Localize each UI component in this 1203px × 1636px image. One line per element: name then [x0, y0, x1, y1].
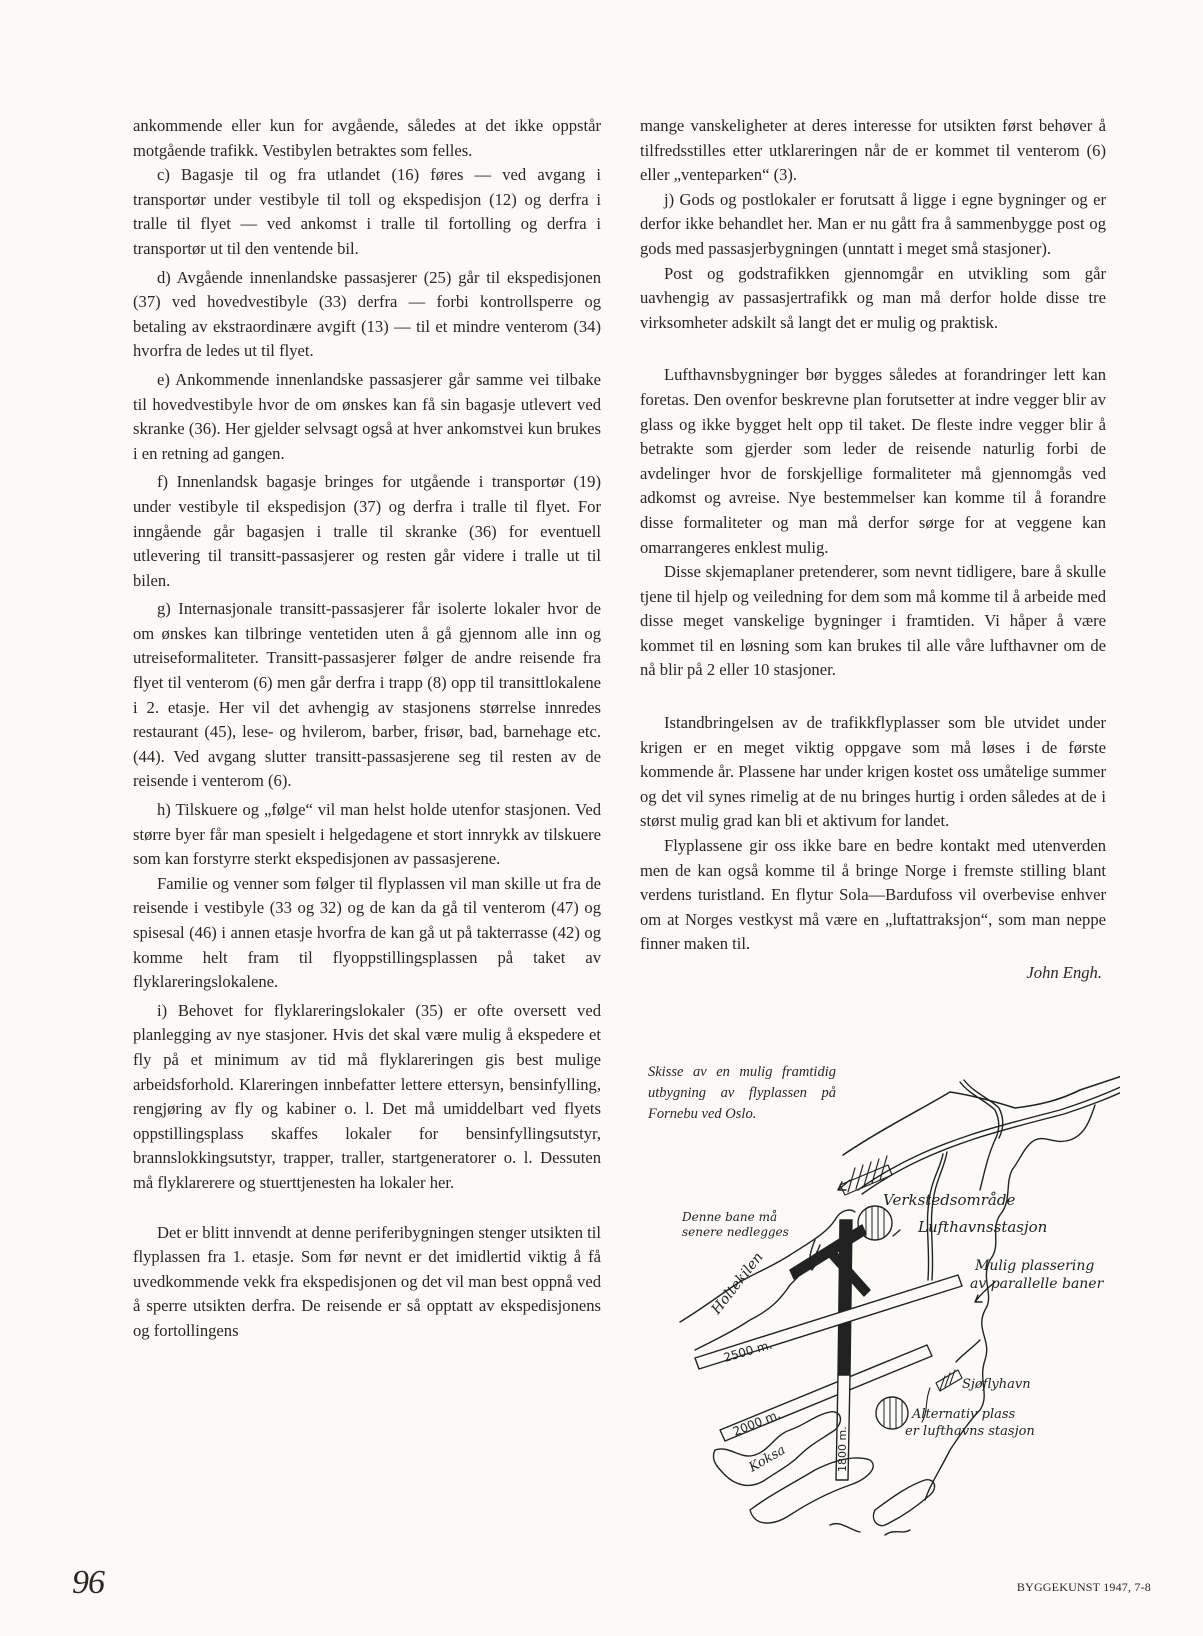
right-text-column — [640, 114, 1106, 986]
label-runway-2000: 2000 m. — [730, 1407, 783, 1439]
left-text-column — [133, 114, 601, 1344]
label-seaplane-harbor: Sjøflyhavn — [962, 1377, 1031, 1392]
label-runway-note-2: senere nedlegges — [682, 1225, 789, 1239]
label-holtekilen: Holtekilen — [708, 1249, 767, 1318]
paragraph: mange vanskeligheter at deres interesse for utsikten først behøver å tilfredsstilles etter utklareringen når de er kommet til venterom (6) eller „venteparken“ (3). — [640, 116, 1106, 185]
runway-vertical — [838, 1220, 852, 1375]
railway-line — [843, 1075, 1120, 1155]
paragraph-g: g) Internasjonale transitt-passasjerer får isolerte lokaler hvor de om ønskes kan tilbringe ventetiden uten å gå gjennom alle inn og utreiseformaliteter. Transitt-passasjerer følger de andre reisende fra flyet til venterom (6) men går derfra i trapp (8) opp til transittlokalene i 2. etasje. Her vil det avhengig av stasjonens størrelse innredes restaurant (45), lese- og hvilerom, barber, frisør, bad, barnehage etc. (44). Ved avgang slutter transitt-passasjerene seg til resten av de reisende i venterom (6). — [133, 599, 601, 791]
fornebu-airport-sketch — [640, 1040, 1120, 1540]
paragraph-lufthavnsbygninger: Lufthavnsbygninger bør bygges således at forandringer lett kan foretas. Den ovenfor beskrevne plan forutsetter at indre vegger blir av glass og ikke bygget helt opp til taket. De fleste indre vegger blir å betrakte som gjerder som leder de reisende naturlig forbi de avdelinger hvor de forskjellige formaliteter må gjennomgås ved adkomst og avreise. Nye bestemmelser kan komme til å forandre disse formaliteter og man må derfor sørge for at veggene kan omarrangeres enklest mulig. — [640, 365, 1106, 557]
paragraph-e: e) Ankommende innenlandske passasjerer går samme vei tilbake til hovedvestibyle hvor de om ønskes kan få sin bagasje utlevert ved skranke (36). Her gjelder selvsagt også at hver ankomstvei kun brukes i en retning ad gangen. — [133, 369, 601, 463]
paragraph-f: f) Innenlandsk bagasje bringes for utgående i transportør (19) under vestibyle til ekspedisjon (37) og derfra i tralle til flyet. For inngående går bagasjen i tralle til skranke (36) for eventuell utlevering til transitt-passasjerer og resten går videre i tralle ut til bilen. — [133, 472, 601, 590]
workshop-hatch — [840, 1156, 892, 1195]
paragraph-innvendt: Det er blitt innvendt at denne periferibygningen stenger utsikten til flyplassen fra 1. etasje. Som før nevnt er det imidlertid viktig å få uvedkommende vekk fra ekspedisjonen og det vil man best oppnå ved å sperre utsikten derfra. De reisende er så opptatt av ekspedisjonens og fortollingens — [133, 1222, 601, 1340]
paragraph: ankommende eller kun for avgående, således at det ikke oppstår motgående trafikk. Vestibylen betraktes som felles. — [133, 116, 601, 160]
figure-caption: Skisse av en mulig framtidig utbygning av flyplassen på Fornebu ved Oslo. — [648, 1064, 836, 1122]
page-number: 96 — [72, 1564, 104, 1601]
label-alternative-2: er lufthavns stasjon — [905, 1424, 1035, 1439]
label-parallel-2: av parallelle baner — [970, 1276, 1104, 1292]
label-workshop-area: Verkstedsområde — [883, 1191, 1016, 1209]
paragraph-h: h) Tilskuere og „følge“ vil man helst holde utenfor stasjonen. Ved større byer får man spesielt i helgedagene et stort innrykk av tilskuere som kan forstyrre sterkt ekspedisjonen av passasjerene. — [133, 800, 601, 869]
label-runway-note-1: Denne bane må — [682, 1210, 778, 1224]
label-koksa: Koksa — [746, 1442, 789, 1476]
label-runway-1800: 1800 m. — [836, 1426, 849, 1472]
author-signature: John Engh. — [1026, 963, 1102, 982]
label-alternative-1: Alternativ plass — [912, 1407, 1016, 1422]
paragraph-istandbringelsen: Istandbringelsen av de trafikkflyplasser som ble utvidet under krigen er en meget viktig oppgave som må løses i de første kommende år. Plassene har under krigen kostet oss umåtelige summer og det vil synes rimelig at de nu bringes hurtig i orden således at de i størst mulig grad kan bli et aktivum for landet. — [640, 713, 1106, 831]
shoreline-east — [925, 1105, 1095, 1500]
publication-footer: BYGGEKUNST 1947, 7-8 — [1016, 1580, 1151, 1594]
paragraph-d: d) Avgående innenlandske passasjerer (25) går til ekspedisjonen (37) ved hovedvestibyle (33) derfra — forbi kontrollsperre og betaling av ekstraordinære avgift (13) — til et mindre venterom (34) hvorfra de ledes ut til flyet. — [133, 267, 601, 361]
paragraph-i: i) Behovet for flyklareringslokaler (35) er ofte oversett ved planlegging av nye stasjoner. Hvis det skal være mulig å ekspedere et fly på et minimum av tid må flyklareringen gis best mulige arbeidsforhold. Klareringen innbefatter lettere ettersyn, bensinfylling, rengjøring av fly og kabiner o. l. Det må umiddelbart ved flyets oppstillingsplass skaffes lokaler for bensinfyllingsutstyr, brannslokkingsutstyr, trapper, traller, startgeneratorer o. l. Dessuten må flyklarerere og stuerttjenesten ha lokaler her. — [133, 1000, 601, 1192]
paragraph-c: c) Bagasje til og fra utlandet (16) føres — ved avgang i transportør under vestibyle til toll og ekspedisjon (12) og derfra i tralle til flyet — ved ankomst i tralle til fortolling og derfra i transportør ut til den ventende bil. — [133, 165, 601, 258]
alternative-station-circle — [876, 1397, 908, 1429]
paragraph-post: Post og godstrafikken gjennomgår en utvikling som går uavhengig av passasjertrafikk og man må derfor holde disse tre virksomheter adskilt så langt det er mulig og praktisk. — [640, 263, 1106, 332]
label-runway-2500: 2500 m. — [721, 1337, 774, 1365]
paragraph-familie: Familie og venner som følger til flyplassen vil man skille ut fra de reisende i vestibyle (33 og 32) og de kan da gå til venterom (47) og spisesal (46) i annen etasje hvorfra de kan gå ut på takterrasse (42) og komme helt fram til flyoppstillingsplassen på taket av flyklareringslokalene. — [133, 873, 601, 992]
paragraph-skjemaplaner: Disse skjemaplaner pretenderer, som nevnt tidligere, bare å skulle tjene til hjelp og veiledning for dem som må komme til å arbeide med disse meget vanskelige bygninger i framtiden. Vi håper å være kommet til en løsning som kan brukes til alle våre lufthavner om de nå blir på 2 eller 10 stasjoner. — [640, 562, 1106, 680]
paragraph-flyplassene: Flyplassene gir oss ikke bare en bedre kontakt med utenverden men de kan også komme til å bringe Norge i fremste stilling blant verdens turistland. En flytur Sola—Bardufoss vil overbevise enhver om at Norges vestkyst må være en „luftattraksjon“, som man neppe finner maken til. — [640, 836, 1106, 954]
paragraph-j: j) Gods og postlokaler er forutsatt å ligge i egne bygninger og er derfor ikke behandlet her. Man er nu gått fra å sammenbygge post og gods med passasjerbygningen (unntatt i meget små stasjoner). — [640, 189, 1106, 258]
label-airport-station: Lufthavnsstasjon — [918, 1218, 1048, 1236]
label-parallel-1: Mulig plassering — [975, 1258, 1095, 1274]
